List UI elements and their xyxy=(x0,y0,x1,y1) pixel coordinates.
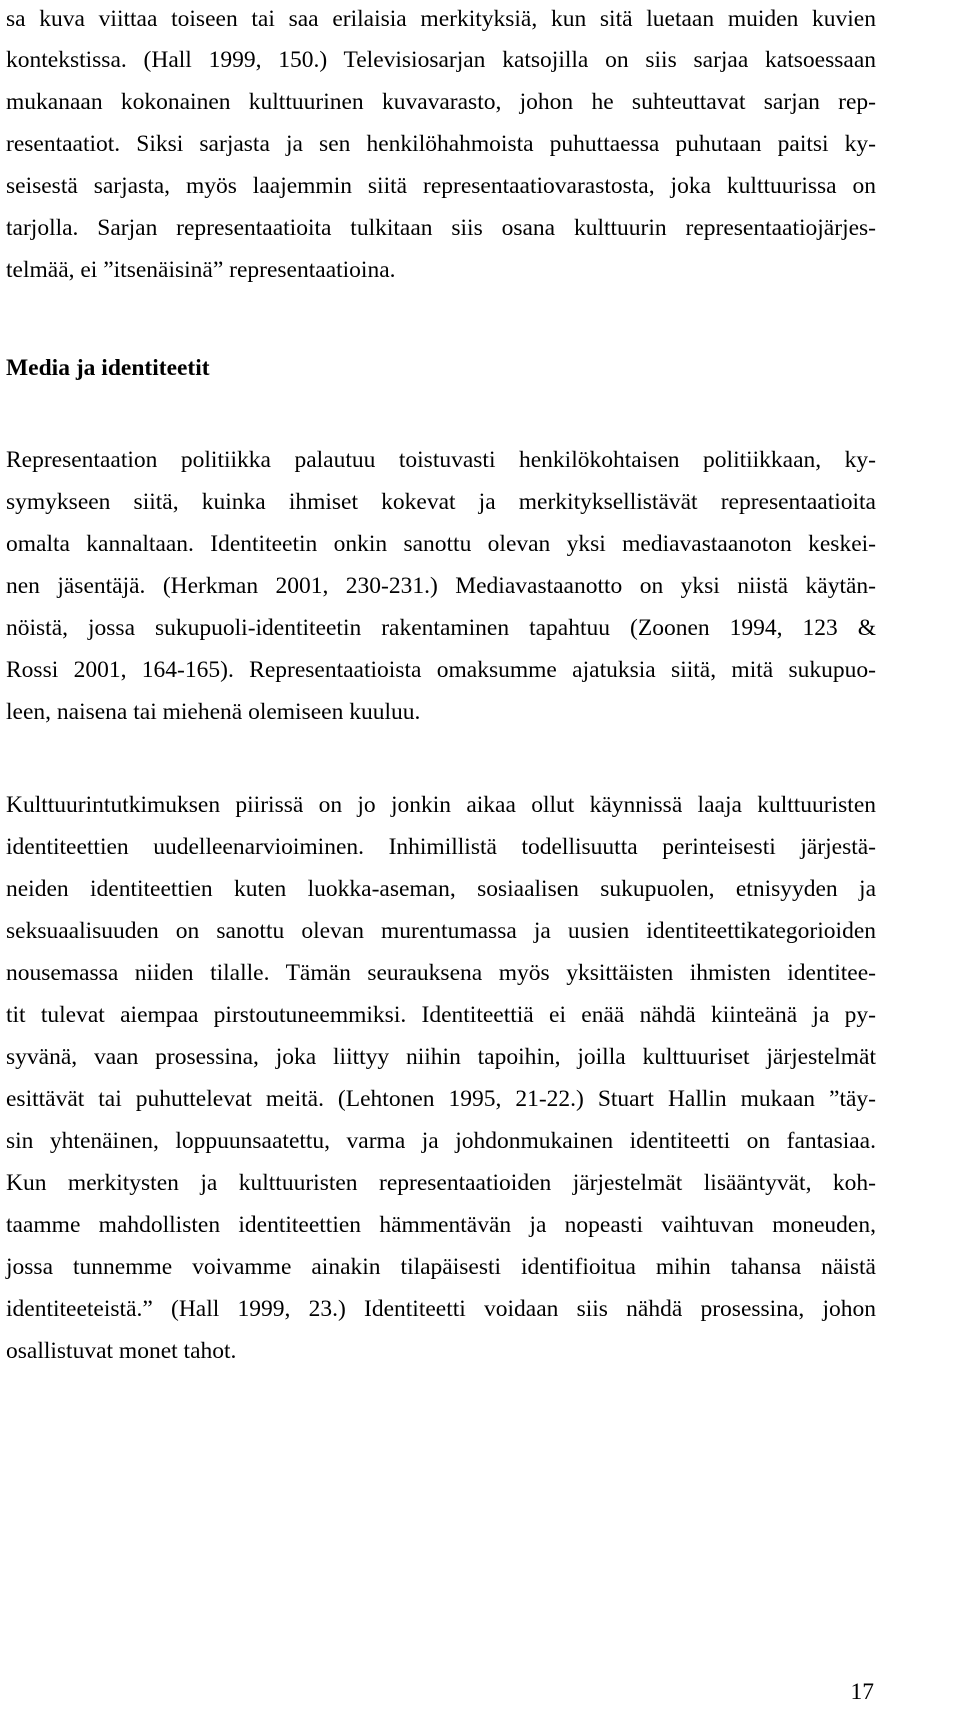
paragraph-line: syvänä, vaan prosessina, joka liittyy niihin tapoihin, joilla kulttuuriset järjestelmät xyxy=(6,1044,876,1070)
paragraph-line: mukanaan kokonainen kulttuurinen kuvavarasto, johon he suhteuttavat sarjan rep- xyxy=(6,89,876,115)
paragraph-line: telmää, ei ”itsenäisinä” representaatioina. xyxy=(6,257,396,283)
paragraph-line: seisestä sarjasta, myös laajemmin siitä representaatiovarastosta, joka kulttuurissa on xyxy=(6,173,876,199)
paragraph-line: resentaatiot. Siksi sarjasta ja sen henkilöhahmoista puhuttaessa puhutaan paitsi ky- xyxy=(6,131,876,157)
paragraph-line: Kun merkitysten ja kulttuuristen representaatioiden järjestelmät lisääntyvät, koh- xyxy=(6,1170,876,1196)
paragraph-line: tit tulevat aiempaa pirstoutuneemmiksi. Identiteettiä ei enää nähdä kiinteänä ja py- xyxy=(6,1002,876,1028)
paragraph-line: sin yhtenäinen, loppuunsaatettu, varma ja johdonmukainen identiteetti on fantasiaa. xyxy=(6,1128,876,1154)
paragraph-line: tarjolla. Sarjan representaatioita tulkitaan siis osana kulttuurin representaatiojärjes- xyxy=(6,215,876,241)
paragraph-line: nöistä, jossa sukupuoli-identiteetin rakentaminen tapahtuu (Zoonen 1994, 123 & xyxy=(6,615,876,641)
paragraph-line: nousemassa niiden tilalle. Tämän seurauksena myös yksittäisten ihmisten identitee- xyxy=(6,960,876,986)
page-number: 17 xyxy=(850,1679,874,1705)
paragraph-line: omalta kannaltaan. Identiteetin onkin sanottu olevan yksi mediavastaanoton keskei- xyxy=(6,531,876,557)
paragraph-line: nen jäsentäjä. (Herkman 2001, 230-231.) Mediavastaanotto on yksi niistä käytän- xyxy=(6,573,876,599)
section-heading: Media ja identiteetit xyxy=(6,355,210,381)
paragraph-line: symykseen siitä, kuinka ihmiset kokevat ja merkityksellistävät representaatioita xyxy=(6,489,876,515)
paragraph-line: Representaation politiikka palautuu toistuvasti henkilökohtaisen politiikkaan, ky- xyxy=(6,447,876,473)
paragraph-line: sa kuva viittaa toiseen tai saa erilaisia merkityksiä, kun sitä luetaan muiden kuvien xyxy=(6,6,876,32)
paragraph-line: Kulttuurintutkimuksen piirissä on jo jonkin aikaa ollut käynnissä laaja kulttuuristen xyxy=(6,792,876,818)
paragraph-line: Rossi 2001, 164-165). Representaatioista omaksumme ajatuksia siitä, mitä sukupuo- xyxy=(6,657,876,683)
paragraph-line: identiteettien uudelleenarvioiminen. Inhimillistä todellisuutta perinteisesti järjestä- xyxy=(6,834,876,860)
paragraph-line: esittävät tai puhuttelevat meitä. (Lehtonen 1995, 21-22.) Stuart Hallin mukaan ”täy- xyxy=(6,1086,876,1112)
paragraph-line: osallistuvat monet tahot. xyxy=(6,1338,237,1364)
paragraph-line: identiteeteistä.” (Hall 1999, 23.) Identiteetti voidaan siis nähdä prosessina, johon xyxy=(6,1296,876,1322)
paragraph-line: kontekstissa. (Hall 1999, 150.) Televisiosarjan katsojilla on siis sarjaa katsoessaan xyxy=(6,47,876,73)
paragraph-line: seksuaalisuuden on sanottu olevan murentumassa ja uusien identiteettikategorioiden xyxy=(6,918,876,944)
paragraph-line: leen, naisena tai miehenä olemiseen kuuluu. xyxy=(6,699,421,725)
paragraph-line: taamme mahdollisten identiteettien hämmentävän ja nopeasti vaihtuvan moneuden, xyxy=(6,1212,876,1238)
paragraph-line: jossa tunnemme voivamme ainakin tilapäisesti identifioitua mihin tahansa näistä xyxy=(6,1254,876,1280)
paragraph-line: neiden identiteettien kuten luokka-aseman, sosiaalisen sukupuolen, etnisyyden ja xyxy=(6,876,876,902)
